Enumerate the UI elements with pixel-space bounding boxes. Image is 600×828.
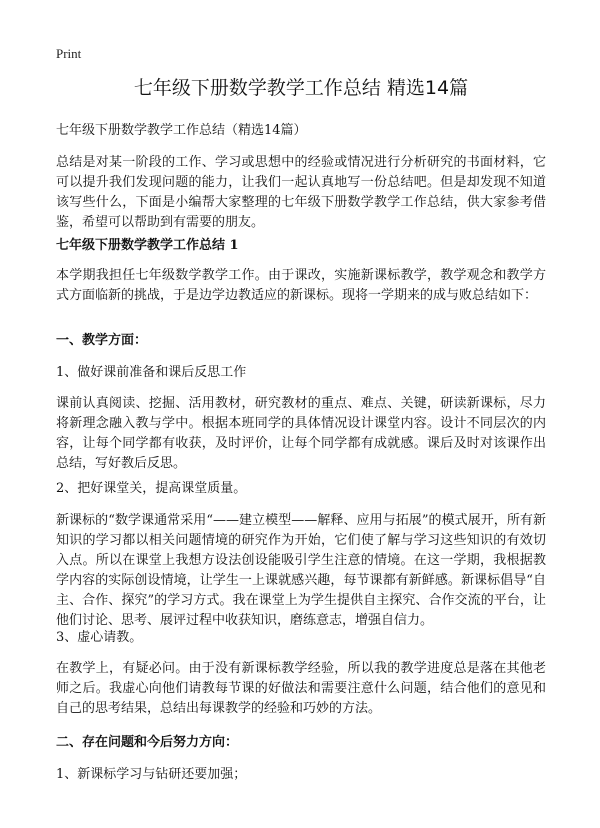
item-body: 课前认真阅读、挖掘、活用教材，研究教材的重点、难点、关键，研读新课标，尽力将新理念融入教与学中。根据本班同学的具体情况设计课堂内容。设计不同层次的内容，让每个同学都有收获，及时评价，让每个同学都有成就感。课后及时对该课作出总结，写好教后反思。 [56, 396, 546, 471]
print-label[interactable]: Print [56, 46, 82, 61]
section-intro-paragraph: 本学期我担任七年级数学教学工作。由于课改，实施新课标教学，教学观念和教学方式方面临新的挑战，于是边学边教适应的新课标。现将一学期来的成与败总结如下： [56, 268, 546, 303]
item-title: 2、把好课堂关，提高课堂质量。 [56, 481, 247, 496]
document-subtitle: 七年级下册数学教学工作总结（精选14篇） [56, 123, 307, 138]
item-body: 在教学上，有疑必问。由于没有新课标教学经验，所以我的教学进度总是落在其他老师之后。我虚心向他们请教每节课的好做法和需要注意什么问题，结合他们的意见和自己的思考结果，总结出每课教学的经验和巧妙的方法。 [56, 661, 546, 716]
list-item: 1、新课标学习与钻研还要加强； [56, 767, 247, 782]
intro-paragraph: 总结是对某一阶段的工作、学习或思想中的经验或情况进行分析研究的书面材料，它可以提升我们发现问题的能力，让我们一起认真地写一份总结吧。但是却发现不知道该写些什么，下面是小编帮大家整理的七年级下册数学教学工作总结，供大家参考借鉴，希望可以帮助到有需要的朋友。 [56, 155, 546, 230]
item-title: 1、做好课前准备和课后反思工作 [56, 365, 247, 380]
section-heading: 七年级下册数学教学工作总结 1 [56, 238, 239, 253]
item-title: 3、虚心请教。 [56, 630, 143, 645]
part-heading-problems: 二、存在问题和今后努力方向： [56, 735, 239, 750]
item-body: 新课标的“数学课通常采用“——建立模型——解释、应用与拓展”的模式展开，所有新知识的学习都以相关问题情境的研究作为开始，它们使了解与学习这些知识的有效切入点。所以在课堂上我想方设法创设能吸引学生注意的情境。在这一学期，我根据教学内容的实际创设情境，让学生一上课就感兴趣，每节课都有新鲜感。新课标倡导“自主、合作、探究”的学习方式。我在课堂上为学生提供自主探究、合作交流的平台，让他们讨论、思考、展评过程中收获知识，磨练意志，增强自信力。 [56, 513, 546, 628]
document-title: 七年级下册数学教学工作总结 精选14篇 [133, 77, 469, 99]
part-heading-teaching: 一、教学方面： [56, 333, 148, 348]
